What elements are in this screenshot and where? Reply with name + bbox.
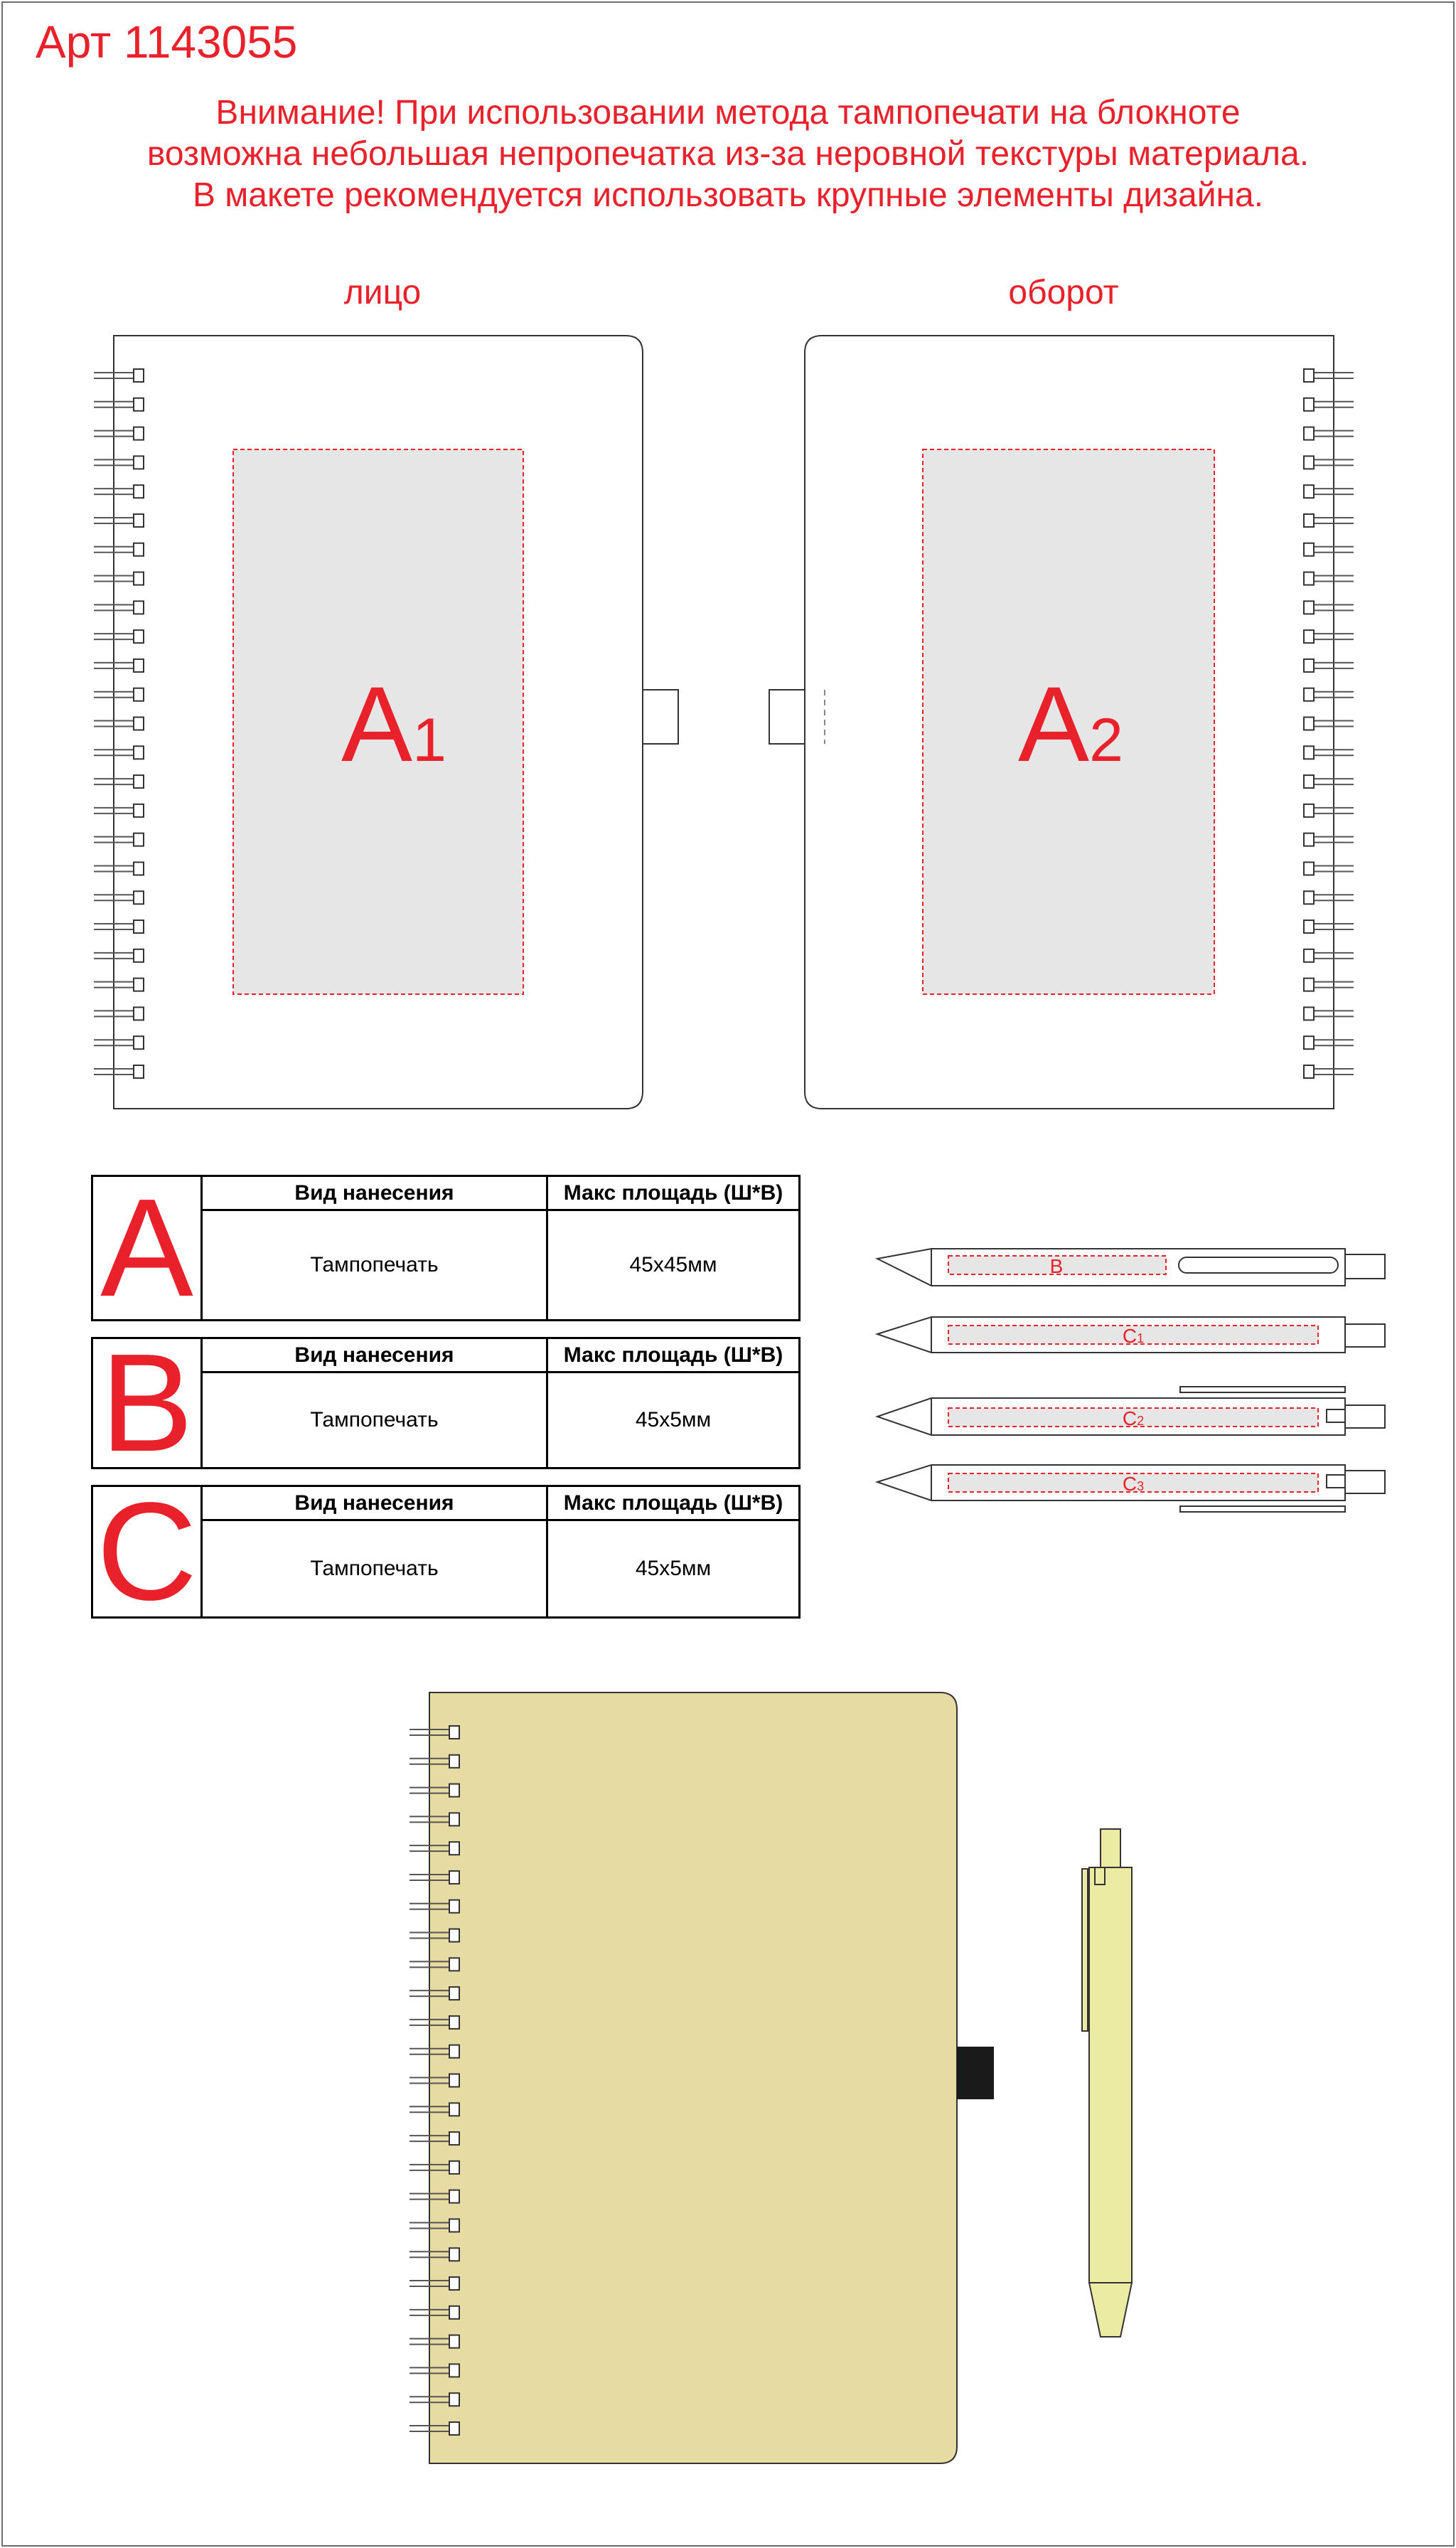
elastic-band-tab (643, 690, 678, 744)
pen-zone-c2 (877, 1387, 1385, 1435)
pen-zone-c1 (877, 1317, 1385, 1353)
pen-zone-label-c2: C2 (1122, 1407, 1145, 1429)
zone-label-a1: A1 (341, 664, 446, 784)
cell-max-area: 45x5мм (635, 1557, 712, 1580)
pen-zone-label-b: B (1049, 1255, 1064, 1277)
column-header-method: Вид нанесения (203, 1487, 548, 1521)
column-header-max-area: Макс площадь (Ш*В) (548, 1177, 798, 1211)
pen-zone-label-c1: C1 (1122, 1325, 1145, 1347)
warning-line: В макете рекомендуется использовать крупные элементы дизайна. (192, 176, 1264, 214)
zone-label-a2: A2 (1018, 664, 1123, 784)
cell-max-area: 45x5мм (635, 1408, 712, 1432)
pen-illustration (1082, 1829, 1132, 2337)
cell-method: Тампопечать (203, 1211, 548, 1319)
pen-zone-label-c3: C3 (1122, 1473, 1145, 1495)
elastic-band (957, 2047, 994, 2099)
table-zone-letter: C (93, 1487, 203, 1616)
kraft-notebook-cover (429, 1693, 957, 2463)
warning-line: возможна небольшая непропечатка из-за неровной текстуры материала. (146, 135, 1310, 173)
cell-max-area: 45x45мм (629, 1253, 717, 1276)
spec-table-b (91, 1325, 801, 1481)
product-illustration (410, 1693, 1132, 2463)
article-number: Арт 1143055 (36, 16, 298, 68)
pen-zone-c3 (877, 1465, 1385, 1512)
table-zone-letter: A (93, 1177, 203, 1319)
warning-line: Внимание! При использовании метода тампопечати на блокноте (215, 94, 1241, 132)
front-side-label: лицо (343, 274, 422, 311)
spec-table-a (91, 1170, 801, 1326)
elastic-band-tab (769, 690, 805, 744)
table-zone-letter: B (93, 1339, 203, 1467)
column-header-method: Вид нанесения (203, 1339, 548, 1373)
pen-drawings (877, 1249, 1385, 1512)
column-header-method: Вид нанесения (203, 1177, 548, 1211)
back-side-label: оборот (1008, 274, 1119, 311)
column-header-max-area: Макс площадь (Ш*В) (548, 1339, 798, 1373)
cell-method: Тампопечать (203, 1521, 548, 1616)
spec-table-c (91, 1473, 801, 1629)
pen-zone-b (877, 1249, 1385, 1286)
column-header-max-area: Макс площадь (Ш*В) (548, 1487, 798, 1521)
cell-method: Тампопечать (203, 1373, 548, 1467)
